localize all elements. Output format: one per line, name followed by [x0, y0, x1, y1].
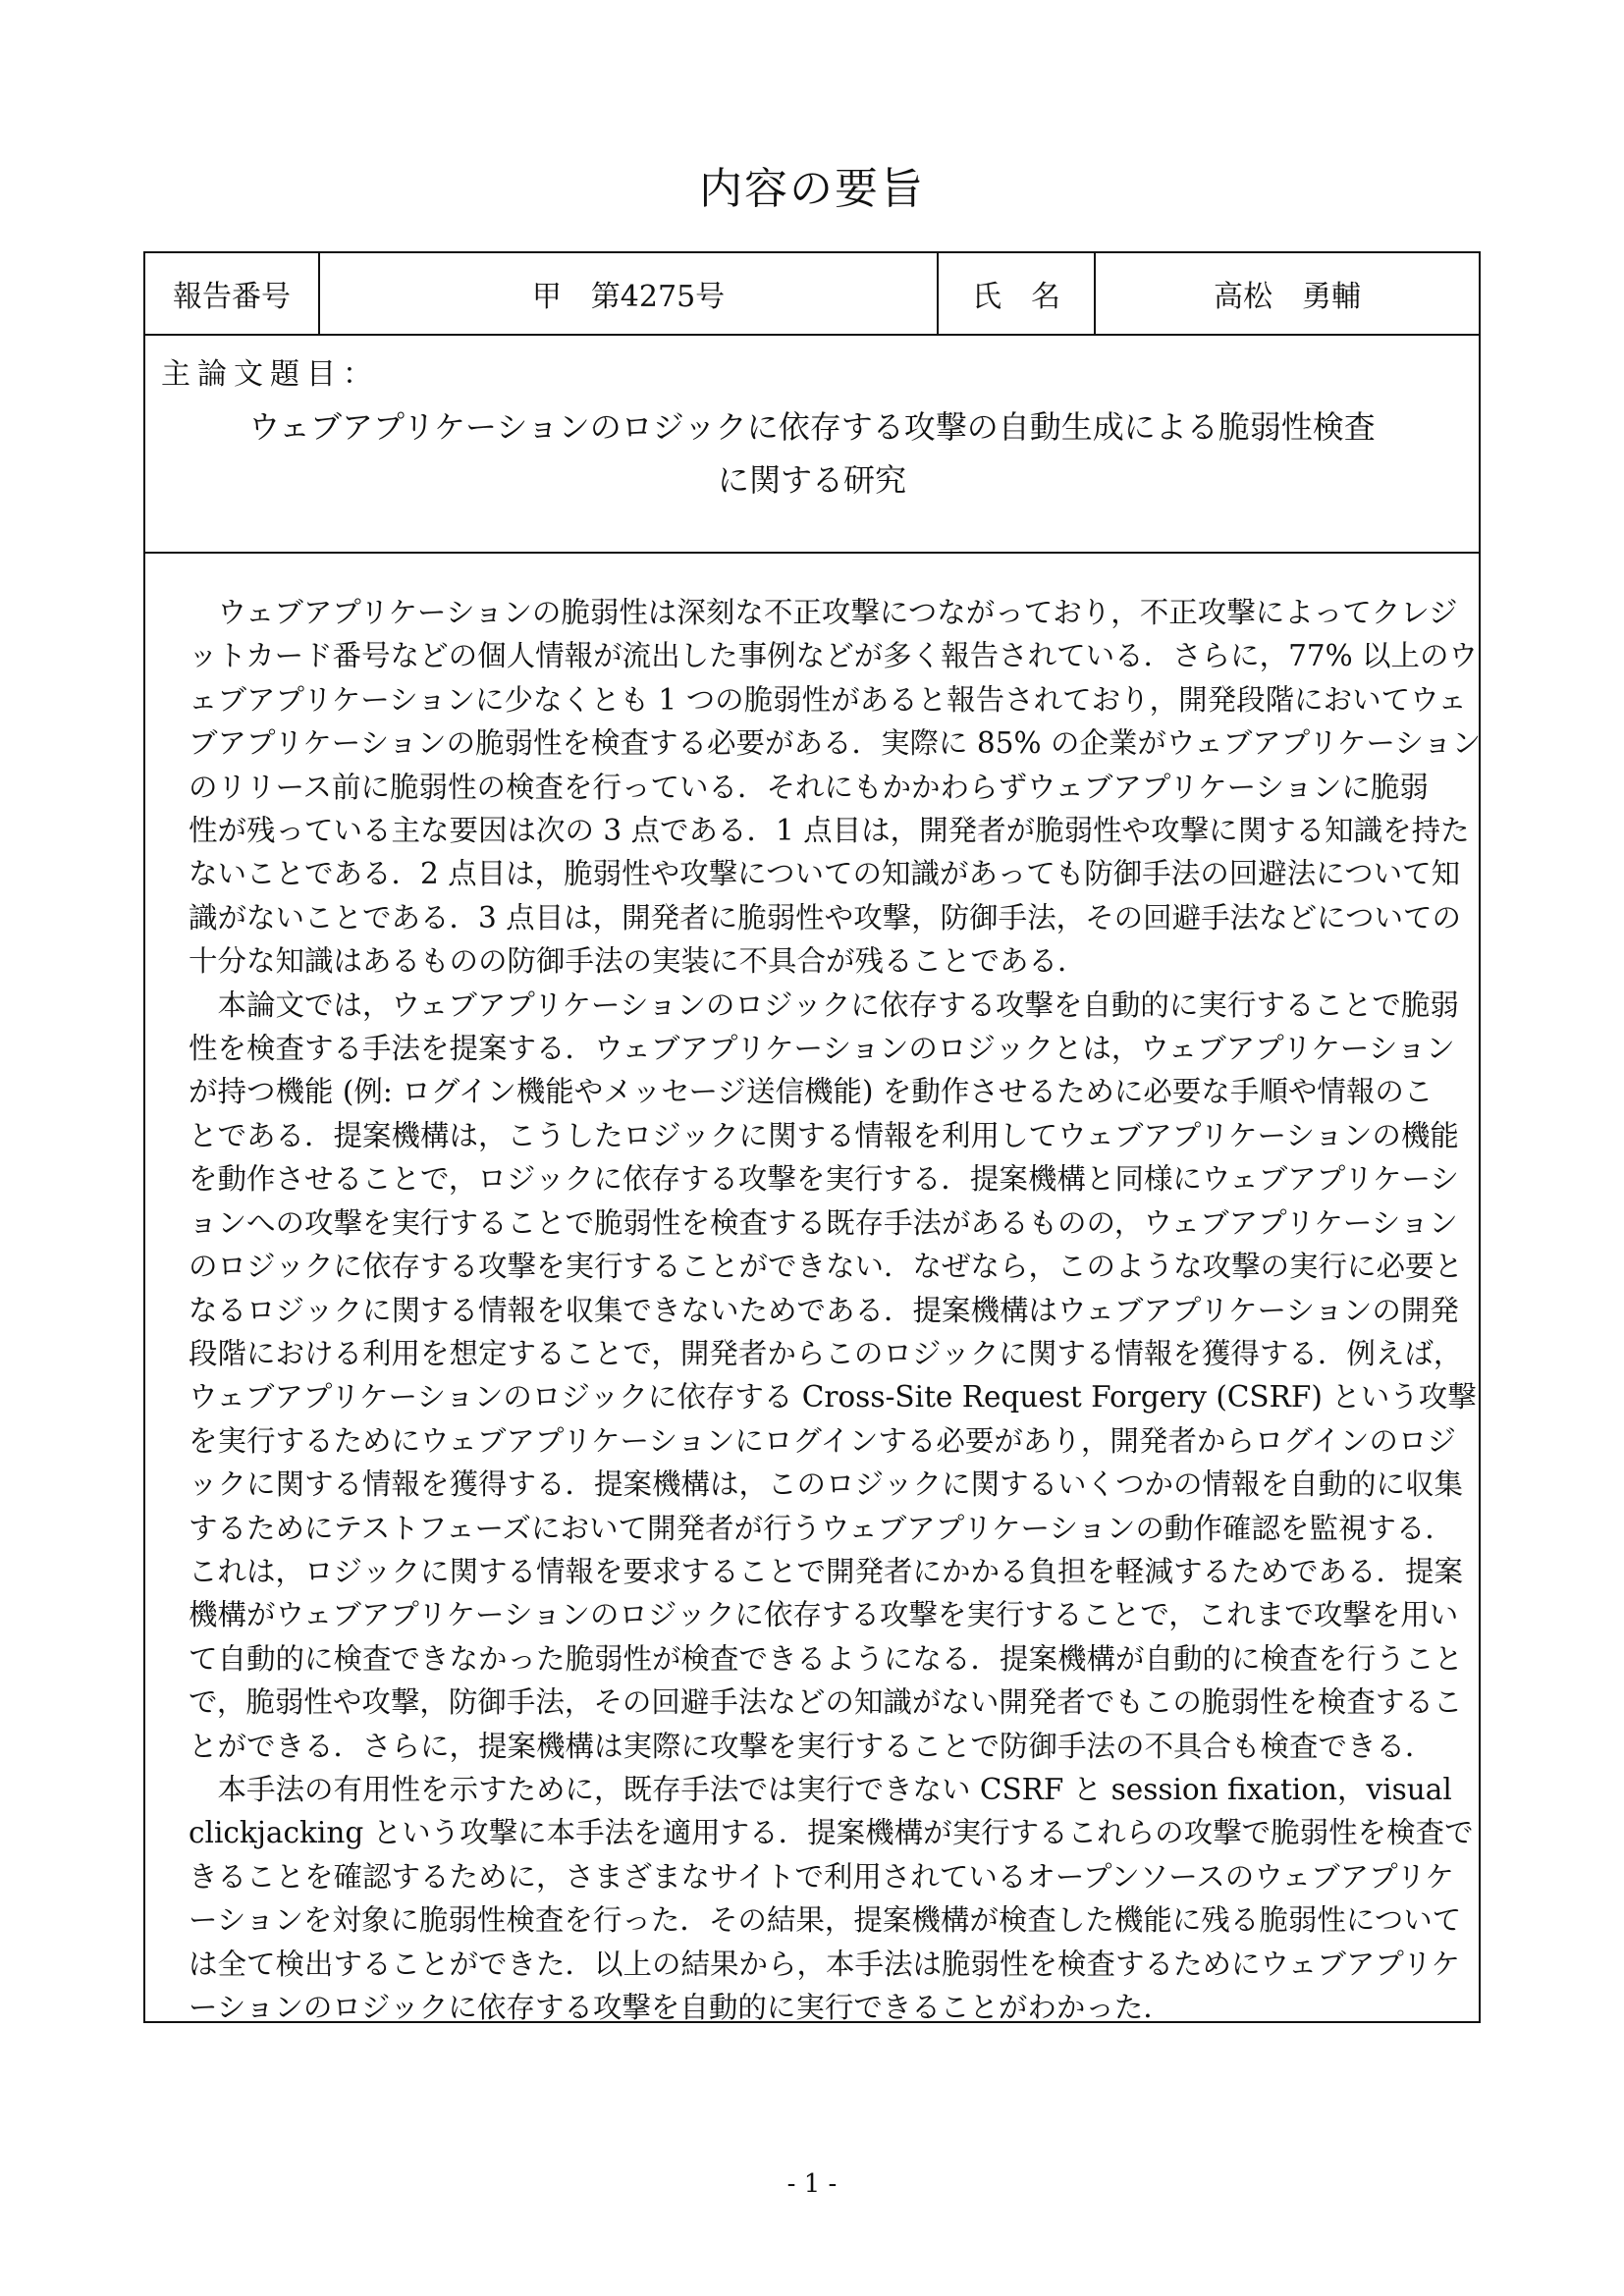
abstract-line: を実行するためにウェブアプリケーションにログインする必要があり，開発者からログインのロジ — [189, 1423, 1456, 1458]
abstract-line: 識がないことである．3 点目は，開発者に脆弱性や攻撃，防御手法，その回避手法などについての — [189, 900, 1462, 934]
abstract-line: 性が残っている主な要因は次の 3 点である．1 点目は，開発者が脆弱性や攻撃に関する知識を持た — [189, 814, 1470, 848]
abstract-line: ェブアプリケーションに少なくとも 1 つの脆弱性があると報告されており，開発段階においてウェ — [189, 682, 1467, 717]
abstract-paragraph — [189, 1768, 1474, 2029]
abstract-line: のリリース前に脆弱性の検査を行っている．それにもかかわらずウェブアプリケーションに脆弱 — [189, 770, 1429, 804]
abstract-line: ウェブアプリケーションの脆弱性は深刻な不正攻撃につながっており，不正攻撃によってクレジ — [189, 596, 1458, 629]
abstract-line: ョンへの攻撃を実行することで脆弱性を検査する既存手法があるものの，ウェブアプリケーション — [189, 1205, 1458, 1240]
abstract-line: 十分な知識はあるものの防御手法の実装に不具合が残ることである． — [189, 944, 1087, 979]
page-number: - 1 - — [786, 2169, 838, 2199]
thesis-title-label: 主論文題目： — [161, 357, 379, 392]
abstract-line: とができる．さらに，提案機構は実際に攻撃を実行することで防御手法の不具合も検査できる． — [189, 1729, 1435, 1763]
abstract-line: は全て検出することができた．以上の結果から，本手法は脆弱性を検査するためにウェブアプリケ — [189, 1947, 1461, 1981]
abstract-body — [189, 591, 1482, 2029]
abstract-paragraph — [189, 591, 1482, 984]
document-title: 内容の要旨 — [699, 164, 925, 214]
thesis-title — [145, 400, 1479, 507]
thesis-title-line: に関する研究 — [717, 461, 906, 499]
abstract-line: とである．提案機構は，こうしたロジックに関する情報を利用してウェブアプリケーションの機能 — [189, 1118, 1459, 1152]
abstract-line: 本論文では，ウェブアプリケーションのロジックに依存する攻撃を自動的に実行することで脆弱 — [189, 988, 1459, 1022]
header-row — [145, 253, 1479, 336]
name-value: 高松 勇輔 — [1214, 280, 1361, 314]
abstract-line: するためにテストフェーズにおいて開発者が行うウェブアプリケーションの動作確認を監視する． — [189, 1511, 1454, 1545]
abstract-line: なるロジックに関する情報を収集できないためである．提案機構はウェブアプリケーションの開発 — [189, 1293, 1459, 1327]
summary-form — [143, 251, 1481, 2023]
abstract-line: のロジックに依存する攻撃を実行することができない．なぜなら，このような攻撃の実行に必要と — [189, 1250, 1464, 1284]
abstract-line: て自動的に検査できなかった脆弱性が検査できるようになる．提案機構が自動的に検査を行うこと — [189, 1641, 1464, 1676]
abstract-line: 機構がウェブアプリケーションのロジックに依存する攻撃を実行することで，これまで攻撃を用い — [189, 1598, 1459, 1632]
abstract-line: ーションのロジックに依存する攻撃を自動的に実行できることがわかった． — [189, 1991, 1172, 2024]
abstract-line: が持つ機能 (例: ログイン機能やメッセージ送信機能) を動作させるために必要な手順や情報のこ — [189, 1075, 1434, 1109]
name-label: 氏 名 — [939, 253, 1096, 334]
abstract-line: これは，ロジックに関する情報を要求することで開発者にかかる負担を軽減するためである．提案 — [189, 1554, 1464, 1588]
abstract-line: clickjacking という攻撃に本手法を適用する．提案機構が実行するこれらの攻撃で脆弱性を検査で — [189, 1816, 1474, 1850]
abstract-line: を動作させることで，ロジックに依存する攻撃を実行する．提案機構と同様にウェブアプリケーシ — [189, 1162, 1459, 1197]
abstract-line: ウェブアプリケーションのロジックに依存する Cross-Site Request Forgery (CSRF) という攻撃 — [189, 1380, 1477, 1415]
abstract-line: ックに関する情報を獲得する．提案機構は，このロジックに関するいくつかの情報を自動的に収集 — [189, 1468, 1464, 1502]
abstract-line: ブアプリケーションの脆弱性を検査する必要がある．実際に 85% の企業がウェブアプリケーション — [189, 726, 1482, 761]
abstract-line: 段階における利用を想定することで，開発者からこのロジックに関する情報を獲得する．例えば， — [189, 1336, 1463, 1370]
abstract-line: 性を検査する手法を提案する．ウェブアプリケーションのロジックとは，ウェブアプリケーション — [189, 1032, 1455, 1066]
abstract-line: ーションを対象に脆弱性検査を行った．その結果，提案機構が検査した機能に残る脆弱性について — [189, 1903, 1462, 1938]
abstract-line: ットカード番号などの個人情報が流出した事例などが多く報告されている．さらに，77% 以上のウ — [189, 639, 1479, 673]
thesis-title-line: ウェブアプリケーションのロジックに依存する攻撃の自動生成による脆弱性検査 — [248, 408, 1376, 446]
report-number-value: 甲 第4275号 — [320, 253, 939, 334]
abstract-line: きることを確認するために，さまざまなサイトで利用されているオープンソースのウェブアプリケ — [189, 1859, 1454, 1894]
abstract-paragraph — [189, 984, 1477, 1768]
abstract-line: ないことである．2 点目は，脆弱性や攻撃についての知識があっても防御手法の回避法について知 — [189, 857, 1461, 891]
report-number-label: 報告番号 — [145, 253, 320, 334]
thesis-title-section — [145, 336, 1479, 554]
abstract-line: 本手法の有用性を示すために，既存手法では実行できない CSRF と session fixation，visual — [189, 1772, 1452, 1806]
abstract-line: で，脆弱性や攻撃，防御手法，その回避手法などの知識がない開発者でもこの脆弱性を検査するこ — [189, 1685, 1463, 1720]
